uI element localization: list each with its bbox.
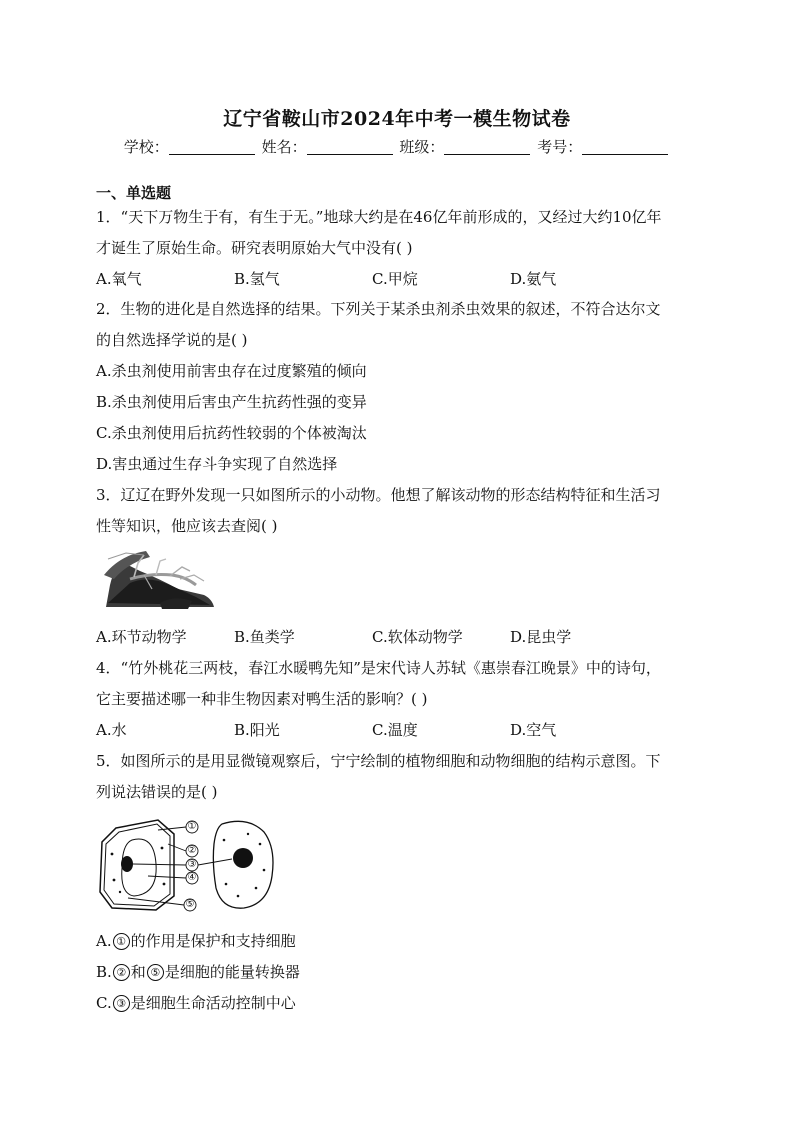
q4-option-a[interactable]: A.水 xyxy=(96,721,127,739)
cell-label-5: ⑤ xyxy=(185,899,195,910)
cell-label-2: ② xyxy=(187,845,197,856)
q1-option-d[interactable]: D.氨气 xyxy=(510,270,557,288)
q1-stem-line1: 1．“天下万物生于有，有生于无。”地球大约是在46亿年前形成的，又经过大约10亿年 xyxy=(96,208,662,226)
q5-option-b-mid: 和 xyxy=(130,963,146,981)
class-blank xyxy=(444,138,530,155)
number-label: 考号： xyxy=(537,138,583,156)
q1-option-a[interactable]: A.氧气 xyxy=(96,270,142,288)
q5-option-c[interactable] xyxy=(96,992,296,1013)
q5-option-b[interactable] xyxy=(96,961,300,982)
q3-option-c[interactable]: C.软体动物学 xyxy=(372,628,463,646)
q5-option-b-text: 是细胞的能量转换器 xyxy=(164,963,300,981)
number-blank xyxy=(582,138,668,155)
class-label: 班级： xyxy=(399,138,445,156)
cell-label-4: ④ xyxy=(187,872,197,883)
q5-option-a[interactable] xyxy=(96,930,296,951)
q5-stem-line2: 列说法错误的是( ) xyxy=(96,783,218,801)
q2-option-c[interactable]: C.杀虫剂使用后抗药性较弱的个体被淘汰 xyxy=(96,424,367,442)
q5-option-a-number-text: ① xyxy=(116,935,127,948)
q4-stem-line1: 4．“竹外桃花三两枝，春江水暖鸭先知”是宋代诗人苏轼《惠崇春江晚景》中的诗句， xyxy=(96,659,661,677)
q4-stem-line2: 它主要描述哪一种非生物因素对鸭生活的影响？( ) xyxy=(96,690,428,708)
q5-option-b-number2 xyxy=(147,964,164,981)
q1-option-c[interactable]: C.甲烷 xyxy=(372,270,418,288)
q5-option-b-number1 xyxy=(113,964,130,981)
q4-options xyxy=(96,719,696,739)
school-blank xyxy=(169,138,255,155)
q5-option-a-prefix: A. xyxy=(96,932,112,950)
q3-option-d[interactable]: D.昆虫学 xyxy=(510,628,572,646)
q1-options xyxy=(96,268,696,288)
q5-option-a-text: 的作用是保护和支持细胞 xyxy=(130,932,296,950)
q2-option-d[interactable]: D.害虫通过生存斗争实现了自然选择 xyxy=(96,455,338,473)
name-label: 姓名： xyxy=(261,138,307,156)
q4-option-d[interactable]: D.空气 xyxy=(510,721,557,739)
student-info-row xyxy=(0,136,794,157)
q3-option-b[interactable]: B.鱼类学 xyxy=(234,628,295,646)
q2-option-b[interactable]: B.杀虫剂使用后害虫产生抗药性强的变异 xyxy=(96,393,367,411)
q3-options xyxy=(96,626,696,646)
q4-option-b[interactable]: B.阳光 xyxy=(234,721,280,739)
cell-label-3: ③ xyxy=(187,859,197,870)
q5-option-c-prefix: C. xyxy=(96,994,112,1012)
q5-option-b-prefix: B. xyxy=(96,963,112,981)
q5-option-c-number xyxy=(113,995,130,1012)
q5-option-b-number1-text: ② xyxy=(116,966,127,979)
mantis-photo xyxy=(100,545,216,611)
q1-option-b[interactable]: B.氢气 xyxy=(234,270,280,288)
q3-stem-line2: 性等知识，他应该去查阅( ) xyxy=(96,517,278,535)
q3-option-a[interactable]: A.环节动物学 xyxy=(96,628,187,646)
q4-option-c[interactable]: C.温度 xyxy=(372,721,418,739)
q5-stem-line1: 5．如图所示的是用显微镜观察后，宁宁绘制的植物细胞和动物细胞的结构示意图。下 xyxy=(96,752,661,770)
section-heading: 一、单选题 xyxy=(96,184,172,202)
q5-option-b-number2-text: ⑤ xyxy=(150,966,161,979)
cell-label-1: ① xyxy=(187,821,197,832)
q1-stem-line2: 才诞生了原始生命。研究表明原始大气中没有( ) xyxy=(96,239,413,257)
q2-stem-line1: 2．生物的进化是自然选择的结果。下列关于某杀虫剂杀虫效果的叙述，不符合达尔文 xyxy=(96,300,661,318)
exam-title: 辽宁省鞍山市2024年中考一模生物试卷 xyxy=(223,108,571,130)
q5-option-a-number xyxy=(113,933,130,950)
q5-option-c-number-text: ③ xyxy=(116,997,127,1010)
q3-stem-line1: 3．辽辽在野外发现一只如图所示的小动物。他想了解该动物的形态结构特征和生活习 xyxy=(96,486,661,504)
school-label: 学校： xyxy=(123,138,169,156)
q5-option-c-text: 是细胞生命活动控制中心 xyxy=(130,994,296,1012)
name-blank xyxy=(307,138,393,155)
q2-stem-line2: 的自然选择学说的是( ) xyxy=(96,331,248,349)
q2-option-a[interactable]: A.杀虫剂使用前害虫存在过度繁殖的倾向 xyxy=(96,362,367,380)
